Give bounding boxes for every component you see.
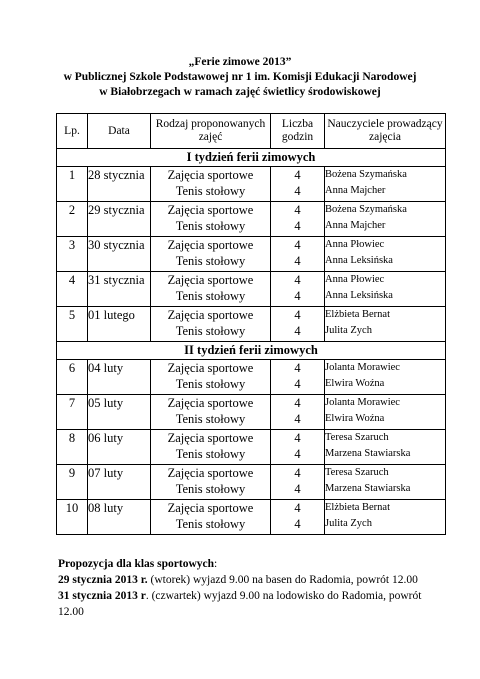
table-header-row bbox=[57, 114, 446, 149]
cell-date: 05 luty bbox=[88, 395, 151, 430]
document-header bbox=[0, 55, 480, 100]
cell-lp: 6 bbox=[57, 360, 88, 395]
table-row bbox=[57, 360, 446, 395]
cell-date: 30 stycznia bbox=[88, 237, 151, 272]
cell-hours bbox=[271, 360, 325, 395]
activity-name: Tenis stołowy bbox=[175, 447, 246, 461]
hours-value: 4 bbox=[294, 184, 301, 198]
cell-lp: 7 bbox=[57, 395, 88, 430]
hours-value: 4 bbox=[294, 447, 301, 461]
note-item: 31 stycznia 2013 r. (czwartek) wyjazd 9.00 na lodowisko do Radomia, powrót 12.00 bbox=[58, 590, 422, 618]
cell-activities bbox=[151, 465, 271, 500]
cell-teachers bbox=[325, 395, 446, 430]
activity-name: Tenis stołowy bbox=[175, 219, 246, 233]
cell-hours bbox=[271, 237, 325, 272]
table-row bbox=[57, 395, 446, 430]
hours-value: 4 bbox=[294, 308, 301, 322]
activity-name: Tenis stołowy bbox=[175, 377, 246, 391]
cell-date: 28 stycznia bbox=[88, 167, 151, 202]
table-row bbox=[57, 307, 446, 342]
cell-activities bbox=[151, 237, 271, 272]
table-row bbox=[57, 202, 446, 237]
cell-lp: 2 bbox=[57, 202, 88, 237]
cell-date: 29 stycznia bbox=[88, 202, 151, 237]
header-location: w Białobrzegach w ramach zajęć świetlicy środowiskowej bbox=[99, 86, 381, 98]
cell-hours bbox=[271, 465, 325, 500]
hours-value: 4 bbox=[294, 361, 301, 375]
teacher-name: Elżbieta Bernat bbox=[325, 502, 391, 513]
note-item: 29 stycznia 2013 r. (wtorek) wyjazd 9.00 na basen do Radomia, powrót 12.00 bbox=[58, 574, 418, 586]
activity-name: Tenis stołowy bbox=[175, 184, 246, 198]
activity-name: Zajęcia sportowe bbox=[167, 203, 254, 217]
teacher-name: Anna Leksińska bbox=[325, 290, 393, 301]
hours-value: 4 bbox=[294, 289, 301, 303]
activity-name: Zajęcia sportowe bbox=[167, 361, 254, 375]
teacher-name: Julita Zych bbox=[325, 325, 372, 336]
hours-value: 4 bbox=[294, 254, 301, 268]
table-row bbox=[57, 500, 446, 535]
cell-lp: 9 bbox=[57, 465, 88, 500]
activity-name: Zajęcia sportowe bbox=[167, 396, 254, 410]
table-row bbox=[57, 237, 446, 272]
cell-date: 07 luty bbox=[88, 465, 151, 500]
activity-name: Tenis stołowy bbox=[175, 482, 246, 496]
cell-date: 08 luty bbox=[88, 500, 151, 535]
cell-teachers bbox=[325, 307, 446, 342]
cell-lp: 8 bbox=[57, 430, 88, 465]
week-title: I tydzień ferii zimowych bbox=[57, 149, 446, 167]
teacher-name: Jolanta Morawiec bbox=[325, 397, 400, 408]
schedule-body bbox=[57, 149, 446, 535]
cell-hours bbox=[271, 430, 325, 465]
teacher-name: Bożena Szymańska bbox=[325, 169, 407, 180]
week-title: II tydzień ferii zimowych bbox=[57, 342, 446, 360]
cell-teachers bbox=[325, 237, 446, 272]
activity-name: Zajęcia sportowe bbox=[167, 501, 254, 515]
teacher-name: Marzena Stawiarska bbox=[325, 483, 411, 494]
cell-activities bbox=[151, 272, 271, 307]
hours-value: 4 bbox=[294, 168, 301, 182]
cell-hours bbox=[271, 202, 325, 237]
cell-hours bbox=[271, 167, 325, 202]
teacher-name: Teresa Szaruch bbox=[325, 432, 389, 443]
teacher-name: Anna Majcher bbox=[325, 220, 386, 231]
activity-name: Zajęcia sportowe bbox=[167, 431, 254, 445]
cell-activities bbox=[151, 167, 271, 202]
cell-activities bbox=[151, 430, 271, 465]
hours-value: 4 bbox=[294, 219, 301, 233]
col-header-date: Data bbox=[88, 114, 151, 149]
hours-value: 4 bbox=[294, 466, 301, 480]
cell-hours bbox=[271, 395, 325, 430]
hours-value: 4 bbox=[294, 431, 301, 445]
cell-teachers bbox=[325, 430, 446, 465]
cell-activities bbox=[151, 202, 271, 237]
activity-name: Tenis stołowy bbox=[175, 289, 246, 303]
cell-date: 06 luty bbox=[88, 430, 151, 465]
cell-activities bbox=[151, 360, 271, 395]
activity-name: Tenis stołowy bbox=[175, 254, 246, 268]
cell-teachers bbox=[325, 202, 446, 237]
hours-value: 4 bbox=[294, 396, 301, 410]
cell-activities bbox=[151, 395, 271, 430]
hours-value: 4 bbox=[294, 482, 301, 496]
cell-date: 04 luty bbox=[88, 360, 151, 395]
teacher-name: Anna Płowiec bbox=[325, 274, 385, 285]
activity-name: Zajęcia sportowe bbox=[167, 168, 254, 182]
table-row bbox=[57, 272, 446, 307]
teacher-name: Elwira Woźna bbox=[325, 378, 385, 389]
teacher-name: Elwira Woźna bbox=[325, 413, 385, 424]
cell-teachers bbox=[325, 500, 446, 535]
col-header-activity: Rodzaj proponowanych zajęć bbox=[151, 114, 271, 149]
teacher-name: Jolanta Morawiec bbox=[325, 362, 400, 373]
cell-lp: 5 bbox=[57, 307, 88, 342]
cell-lp: 3 bbox=[57, 237, 88, 272]
teacher-name: Anna Płowiec bbox=[325, 239, 385, 250]
teacher-name: Julita Zych bbox=[325, 518, 372, 529]
activity-name: Zajęcia sportowe bbox=[167, 273, 254, 287]
activity-name: Tenis stołowy bbox=[175, 517, 246, 531]
hours-value: 4 bbox=[294, 203, 301, 217]
table-row bbox=[57, 465, 446, 500]
cell-teachers bbox=[325, 465, 446, 500]
cell-activities bbox=[151, 307, 271, 342]
schedule-table bbox=[56, 113, 446, 535]
col-header-lp: Lp. bbox=[57, 114, 88, 149]
sports-classes-note bbox=[58, 556, 428, 620]
hours-value: 4 bbox=[294, 273, 301, 287]
teacher-name: Marzena Stawiarska bbox=[325, 448, 411, 459]
cell-hours bbox=[271, 307, 325, 342]
teacher-name: Anna Majcher bbox=[325, 185, 386, 196]
cell-lp: 4 bbox=[57, 272, 88, 307]
teacher-name: Elżbieta Bernat bbox=[325, 309, 391, 320]
cell-hours bbox=[271, 500, 325, 535]
hours-value: 4 bbox=[294, 501, 301, 515]
activity-name: Zajęcia sportowe bbox=[167, 308, 254, 322]
cell-activities bbox=[151, 500, 271, 535]
table-row bbox=[57, 430, 446, 465]
teacher-name: Teresa Szaruch bbox=[325, 467, 389, 478]
cell-teachers bbox=[325, 360, 446, 395]
activity-name: Zajęcia sportowe bbox=[167, 466, 254, 480]
hours-value: 4 bbox=[294, 324, 301, 338]
cell-lp: 1 bbox=[57, 167, 88, 202]
hours-value: 4 bbox=[294, 377, 301, 391]
table-row bbox=[57, 167, 446, 202]
cell-date: 01 lutego bbox=[88, 307, 151, 342]
col-header-hours: Liczba godzin bbox=[271, 114, 325, 149]
cell-teachers bbox=[325, 167, 446, 202]
cell-hours bbox=[271, 272, 325, 307]
week-row bbox=[57, 342, 446, 360]
col-header-teachers: Nauczyciele prowadzący zajęcia bbox=[325, 114, 446, 149]
cell-lp: 10 bbox=[57, 500, 88, 535]
teacher-name: Anna Leksińska bbox=[325, 255, 393, 266]
header-title: „Ferie zimowe 2013” bbox=[188, 56, 292, 68]
teacher-name: Bożena Szymańska bbox=[325, 204, 407, 215]
cell-date: 31 stycznia bbox=[88, 272, 151, 307]
activity-name: Zajęcia sportowe bbox=[167, 238, 254, 252]
note-title: Propozycja dla klas sportowych: bbox=[58, 558, 218, 570]
hours-value: 4 bbox=[294, 412, 301, 426]
week-row bbox=[57, 149, 446, 167]
hours-value: 4 bbox=[294, 517, 301, 531]
header-school: w Publicznej Szkole Podstawowej nr 1 im. Komisji Edukacji Narodowej bbox=[63, 71, 417, 83]
activity-name: Tenis stołowy bbox=[175, 412, 246, 426]
hours-value: 4 bbox=[294, 238, 301, 252]
activity-name: Tenis stołowy bbox=[175, 324, 246, 338]
cell-teachers bbox=[325, 272, 446, 307]
